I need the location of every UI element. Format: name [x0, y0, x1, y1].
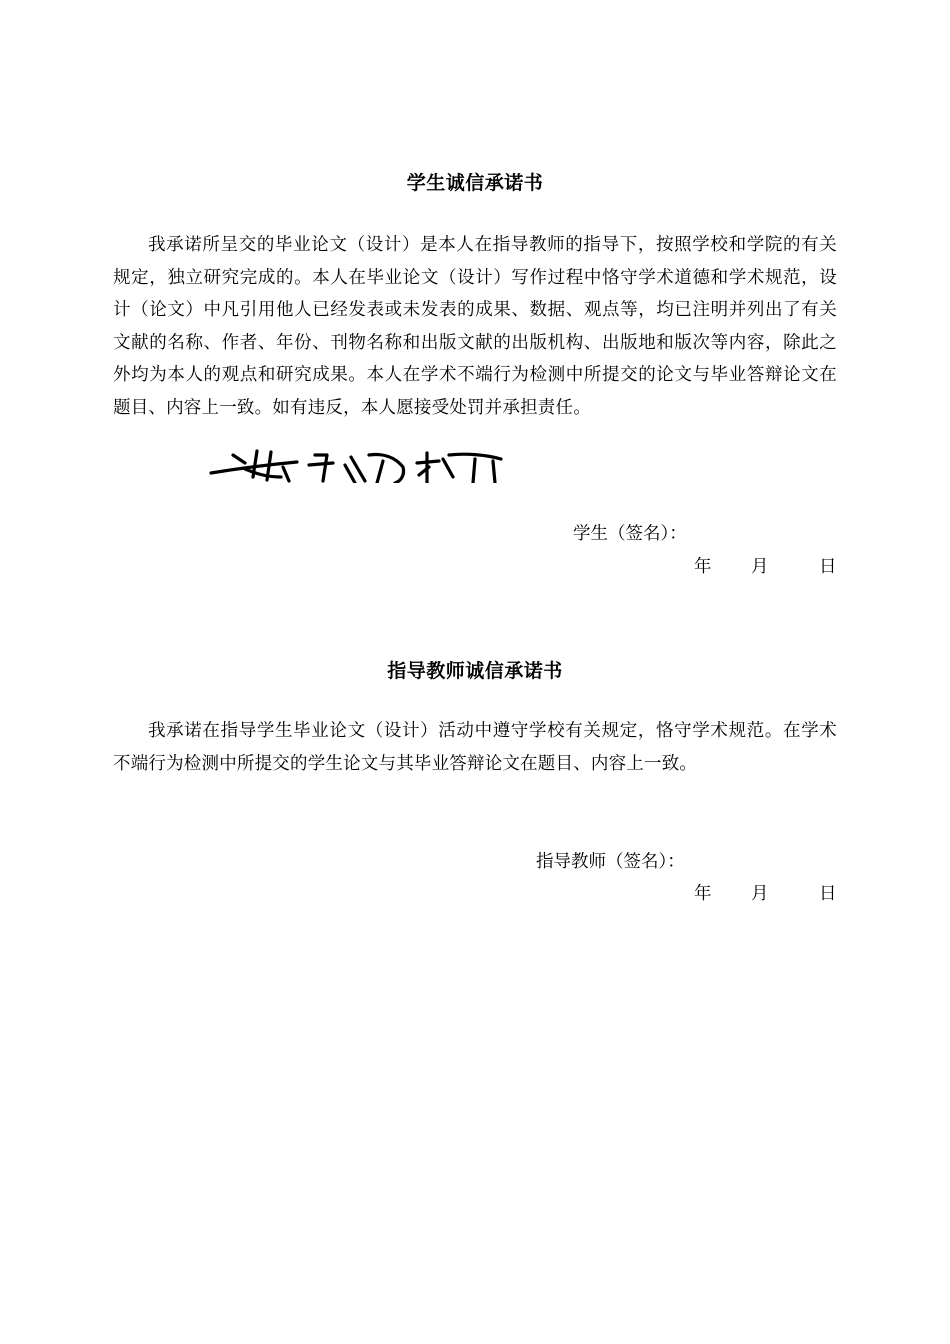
advisor-date-day: 日	[819, 884, 837, 904]
advisor-date-year: 年	[694, 884, 712, 904]
student-pledge-paragraph: 我承诺所呈交的毕业论文（设计）是本人在指导教师的指导下，按照学校和学院的有关规定，独立研究完成的。本人在毕业论文（设计）写作过程中恪守学术道德和学术规范，设计（论文）中凡引用他人已经发表或未发表的成果、数据、观点等，均已注明并列出了有关文献的名称、作者、年份、刊物名称和出版文献的出版机构、出版地和版次等内容，除此之外均为本人的观点和研究成果。本人在学术不端行为检测中所提交的论文与毕业答辩论文在题目、内容上一致。如有违反，本人愿接受处罚并承担责任。	[113, 235, 837, 418]
advisor-date-line	[0, 880, 950, 904]
student-handwritten-signature	[205, 447, 510, 483]
student-date-month: 月	[751, 557, 769, 577]
advisor-date-month: 月	[751, 884, 769, 904]
advisor-pledge-paragraph: 我承诺在指导学生毕业论文（设计）活动中遵守学校有关规定，恪守学术规范。在学术不端行为检测中所提交的学生论文与其毕业答辩论文在题目、内容上一致。	[113, 721, 837, 774]
advisor-signature-label: 指导教师（签名）：	[536, 852, 685, 872]
student-date-year: 年	[694, 557, 712, 577]
advisor-pledge-title: 指导教师诚信承诺书	[387, 660, 563, 682]
student-signature-label: 学生（签名）：	[573, 524, 687, 544]
student-pledge-title: 学生诚信承诺书	[406, 172, 544, 194]
student-date-day: 日	[819, 557, 837, 577]
student-date-line	[0, 553, 950, 577]
